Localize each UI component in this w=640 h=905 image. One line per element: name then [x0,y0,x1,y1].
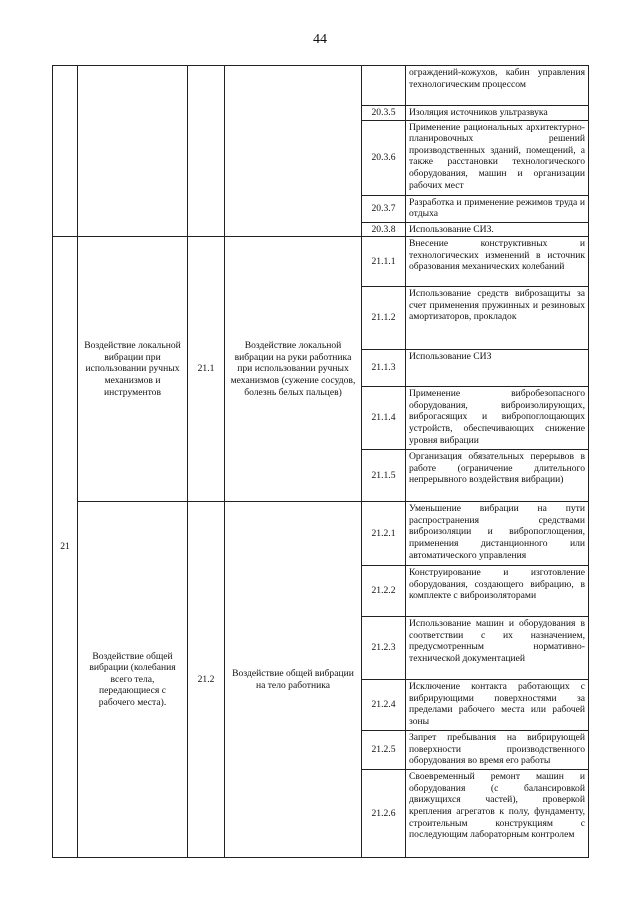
hazard-cell: Воздействие общей вибрации (колебания всего тела, передающиеся с рабочего места). [78,502,188,858]
measure-code [362,66,406,106]
measure-text: Разработка и применение режимов труда и отдыха [406,195,589,222]
measure-text: ограждений-кожухов, кабин управления технологическим процессом [406,66,589,106]
measure-code: 21.2.5 [362,731,406,770]
table-row [53,502,589,566]
effect-cell: Воздействие локальной вибрации на руки работника при использовании ручных механизмов (сужение сосудов, болезнь белых пальцев) [225,237,362,502]
measure-code: 21.2.2 [362,566,406,617]
measure-code: 20.3.5 [362,106,406,121]
measure-text: Использование средств виброзащиты за счет применения пружинных и резиновых амортизаторов, прокладок [406,287,589,350]
table-row [53,66,589,106]
measure-text: Организация обязательных перерывов в работе (ограничение длительного непрерывного воздействия вибрации) [406,450,589,502]
effect-cell: Воздействие общей вибрации на тело работника [225,502,362,858]
measure-code: 21.1.1 [362,237,406,287]
measure-code: 21.1.5 [362,450,406,502]
measure-text: Использование СИЗ [406,350,589,387]
empty-cell [225,66,362,237]
measure-code: 20.3.7 [362,195,406,222]
measure-code: 21.1.4 [362,387,406,450]
measure-text: Применение вибробезопасного оборудования, виброизолирующих, виброгасящих и вибропоглощающих устройств, обеспечивающих снижение уровня вибрации [406,387,589,450]
empty-cell [53,66,78,237]
subsection-number: 21.2 [188,502,225,858]
measure-code: 21.1.2 [362,287,406,350]
measure-text: Своевременный ремонт машин и оборудования (с балансировкой движущихся частей), проверкой крепления агрегатов к полу, фундаменту, строительным конструкциям с последующим лабораторным контролем [406,770,589,858]
measure-code: 21.2.3 [362,617,406,680]
measures-table [52,65,589,858]
measure-text: Уменьшение вибрации на пути распространения средствами виброизоляции и вибропоглощения, применения дистанционного или автоматического управления [406,502,589,566]
measure-text: Конструирование и изготовление оборудования, создающего вибрацию, в комплекте с виброизоляторами [406,566,589,617]
measure-text: Запрет пребывания на вибрирующей поверхности производственного оборудования во время его работы [406,731,589,770]
measure-code: 21.2.1 [362,502,406,566]
measure-code: 21.2.4 [362,680,406,731]
hazard-cell: Воздействие локальной вибрации при использовании ручных механизмов и инструментов [78,237,188,502]
section-number: 21 [53,237,78,858]
measure-text: Внесение конструктивных и технологических изменений в источник образования механических колебаний [406,237,589,287]
measure-code: 20.3.6 [362,120,406,195]
measure-text: Применение рациональных архитектурно-планировочных решений производственных зданий, помещений, а также расстановки технологического оборудования, машин и организации рабочих мест [406,120,589,195]
subsection-number: 21.1 [188,237,225,502]
measure-text: Исключение контакта работающих с вибрирующими поверхностями за пределами рабочего места или рабочей зоны [406,680,589,731]
measure-code: 21.1.3 [362,350,406,387]
measure-code: 20.3.8 [362,222,406,237]
empty-cell [188,66,225,237]
page-number: 44 [313,32,327,47]
measure-text: Изоляция источников ультразвука [406,106,589,121]
measure-code: 21.2.6 [362,770,406,858]
measure-text: Использование машин и оборудования в соответствии с их назначением, предусмотренным нормативно-технической документацией [406,617,589,680]
table-row [53,237,589,287]
measure-text: Использование СИЗ. [406,222,589,237]
empty-cell [78,66,188,237]
